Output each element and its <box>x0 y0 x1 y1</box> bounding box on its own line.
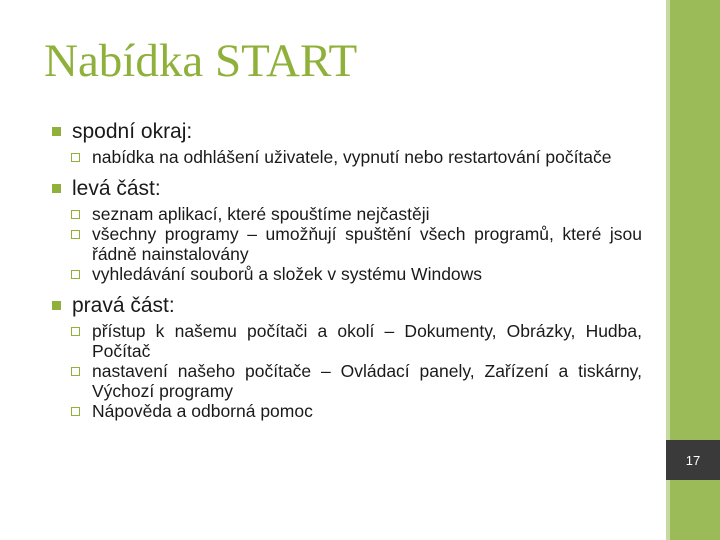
square-bullet-icon <box>52 301 61 310</box>
sub-list <box>52 204 642 284</box>
list-item-text: nabídka na odhlášení uživatele, vypnutí nebo restartování počítače <box>92 147 612 167</box>
slide-title: Nabídka START <box>44 35 358 87</box>
section-label: spodní okraj: <box>72 120 193 143</box>
list-item-text: přístup k našemu počítači a okolí – Dokumenty, Obrázky, Hudba, Počítač <box>92 321 642 361</box>
hollow-square-bullet-icon <box>71 407 80 416</box>
section-bottom-edge <box>52 118 642 167</box>
section-heading <box>52 118 642 145</box>
list-item-text: vyhledávání souborů a složek v systému Windows <box>92 264 483 284</box>
square-bullet-icon <box>52 184 61 193</box>
list-item <box>52 147 642 167</box>
section-right-part <box>52 292 642 421</box>
bullet-content <box>52 118 642 429</box>
hollow-square-bullet-icon <box>71 210 80 219</box>
hollow-square-bullet-icon <box>71 327 80 336</box>
list-item <box>52 361 642 401</box>
hollow-square-bullet-icon <box>71 367 80 376</box>
section-left-part <box>52 175 642 284</box>
page-number: 17 <box>685 452 701 468</box>
sub-list <box>52 321 642 421</box>
list-item-text: seznam aplikací, které spouštíme nejčastěji <box>92 204 430 224</box>
section-label: levá část: <box>72 177 161 200</box>
hollow-square-bullet-icon <box>71 153 80 162</box>
section-label: pravá část: <box>72 294 175 317</box>
list-item <box>52 321 642 361</box>
hollow-square-bullet-icon <box>71 270 80 279</box>
list-item <box>52 204 642 224</box>
list-item <box>52 264 642 284</box>
list-item-text: Nápověda a odborná pomoc <box>92 401 313 421</box>
section-heading <box>52 175 642 202</box>
list-item-text: všechny programy – umožňují spuštění všech programů, které jsou řádně nainstalovány <box>92 224 642 264</box>
page-number-box <box>666 440 720 480</box>
section-heading <box>52 292 642 319</box>
hollow-square-bullet-icon <box>71 230 80 239</box>
square-bullet-icon <box>52 127 61 136</box>
list-item <box>52 401 642 421</box>
sub-list <box>52 147 642 167</box>
list-item-text: nastavení našeho počítače – Ovládací panely, Zařízení a tiskárny, Výchozí programy <box>92 361 642 401</box>
list-item <box>52 224 642 264</box>
